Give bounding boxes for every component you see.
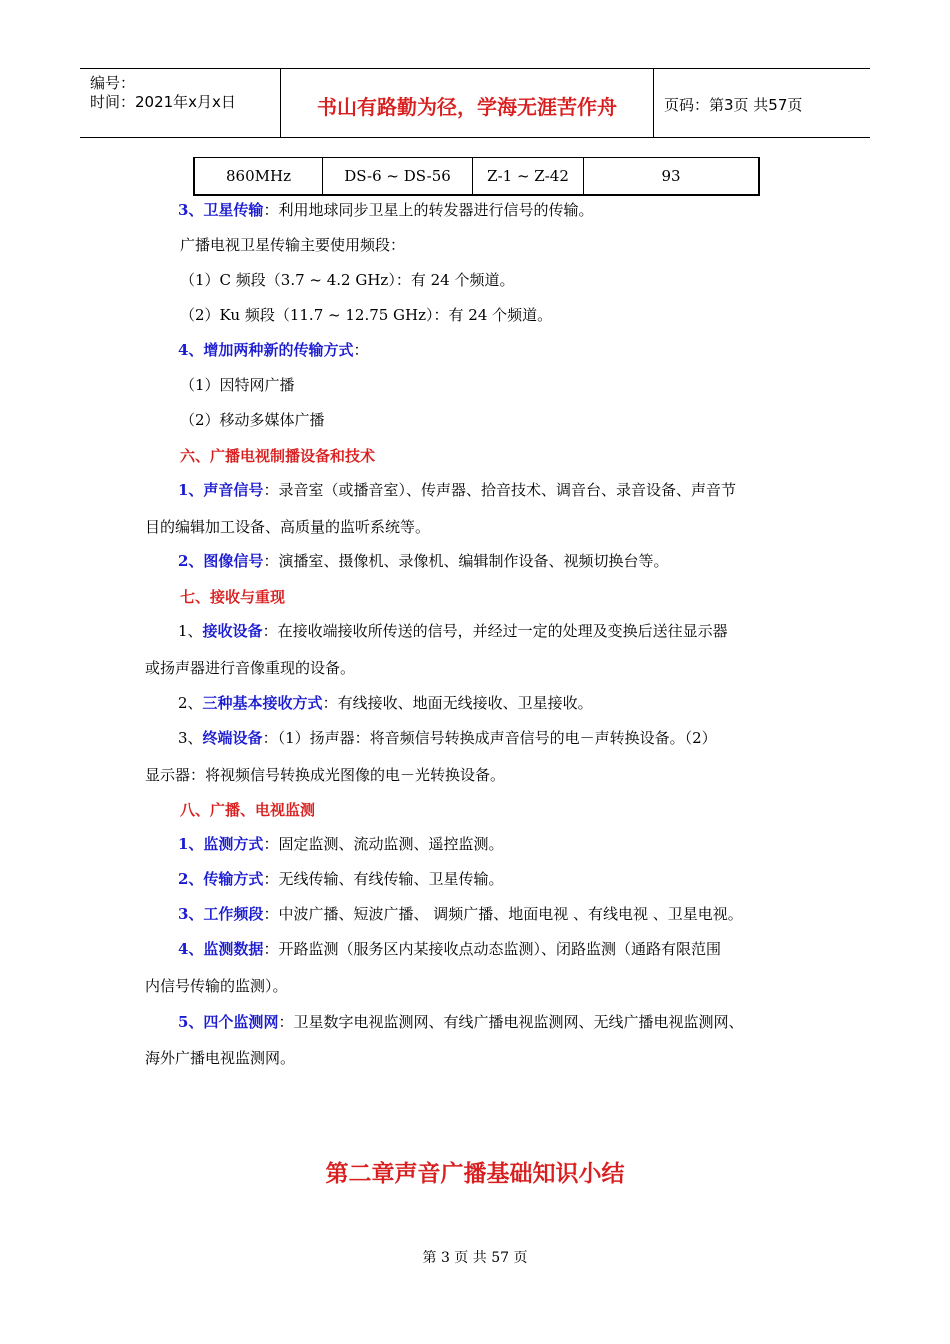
- item-number: 2、: [178, 694, 203, 712]
- paragraph: 海外广播电视监测网。: [145, 1049, 296, 1067]
- header-page-cell: [654, 69, 870, 137]
- item-text: ：中波广播、短波广播、 调频广播、地面电视 、有线电视 、卫星电视。: [263, 905, 743, 923]
- paragraph: （1）因特网广播: [180, 376, 295, 394]
- item-text: ：（1）扬声器：将音频信号转换成声音信号的电－声转换设备。（2）: [262, 729, 717, 747]
- section-heading: 4、增加两种新的传输方式: [178, 341, 354, 359]
- item-working-band: [178, 904, 743, 924]
- item-text: ：无线传输、有线传输、卫星传输。: [263, 870, 504, 888]
- item-monitoring-data: [178, 939, 721, 959]
- section-text: ：利用地球同步卫星上的转发器进行信号的传输。: [263, 201, 594, 219]
- item-heading: 1、监测方式: [178, 835, 264, 853]
- item-heading: 4、监测数据: [178, 940, 264, 958]
- doc-time: 时间：2021年x月x日: [90, 93, 236, 111]
- frequency-table: [193, 157, 760, 196]
- item-heading: 3、工作频段: [178, 905, 264, 923]
- table-cell: Z-1 ~ Z-42: [473, 158, 584, 196]
- item-text: ：卫星数字电视监测网、有线广播电视监测网、无线广播电视监测网、: [278, 1013, 744, 1031]
- header-page-number: 页码：第3页 共57页: [664, 96, 803, 114]
- section-new-transmission: [178, 340, 368, 360]
- item-number: 3、: [178, 729, 203, 747]
- item-text: ：有线接收、地面无线接收、卫星接收。: [322, 694, 593, 712]
- item-receiving-device: [178, 621, 728, 641]
- item-heading: 2、传输方式: [178, 870, 264, 888]
- table-cell: DS-6 ~ DS-56: [323, 158, 473, 196]
- paragraph: （1）C 频段（3.7 ~ 4.2 GHz）：有 24 个频道。: [180, 271, 515, 289]
- item-text: ：在接收端接收所传送的信号，并经过一定的处理及变换后送往显示器: [262, 622, 728, 640]
- heading-eight: 八、广播、电视监测: [180, 801, 316, 819]
- item-text: ：开路监测（服务区内某接收点动态监测）、闭路监测（通路有限范围: [263, 940, 721, 958]
- item-image-signal: [178, 551, 668, 571]
- doc-number: 编号：: [90, 74, 136, 92]
- paragraph: 或扬声器进行音像重现的设备。: [145, 659, 356, 677]
- item-heading: 1、声音信号: [178, 481, 264, 499]
- paragraph: 广播电视卫星传输主要使用频段：: [180, 236, 406, 254]
- item-text: ：固定监测、流动监测、遥控监测。: [263, 835, 504, 853]
- item-heading: 5、四个监测网: [178, 1013, 279, 1031]
- page-header: [80, 68, 870, 138]
- item-terminal-device: [178, 728, 717, 748]
- section-satellite: [178, 200, 593, 220]
- chapter-title: 第二章声音广播基础知识小结: [325, 1161, 625, 1187]
- item-heading: 三种基本接收方式: [202, 694, 323, 712]
- paragraph: （2）移动多媒体广播: [180, 411, 325, 429]
- item-monitoring-method: [178, 834, 503, 854]
- item-transmission-method: [178, 869, 503, 889]
- page-footer: 第 3 页 共 57 页: [422, 1250, 528, 1266]
- header-motto-cell: [281, 69, 654, 137]
- paragraph: 目的编辑加工设备、高质量的监听系统等。: [145, 518, 431, 536]
- section-text: ：: [353, 341, 369, 359]
- table-cell: 93: [584, 158, 760, 196]
- header-meta-cell: [80, 69, 281, 137]
- item-number: 1、: [178, 622, 203, 640]
- item-text: ：录音室（或播音室）、传声器、拾音技术、调音台、录音设备、声音节: [263, 481, 736, 499]
- item-monitoring-networks: [178, 1012, 743, 1032]
- paragraph: （2）Ku 频段（11.7 ~ 12.75 GHz）：有 24 个频道。: [180, 306, 553, 324]
- item-heading: 终端设备: [202, 729, 263, 747]
- paragraph: 内信号传输的监测）。: [145, 977, 288, 995]
- section-heading: 3、卫星传输: [178, 201, 264, 219]
- item-text: ：演播室、摄像机、录像机、编辑制作设备、视频切换台等。: [263, 552, 669, 570]
- item-sound-signal: [178, 480, 736, 500]
- heading-six: 六、广播电视制播设备和技术: [180, 447, 376, 465]
- item-heading: 2、图像信号: [178, 552, 264, 570]
- item-receiving-modes: [178, 693, 593, 713]
- paragraph: 显示器：将视频信号转换成光图像的电－光转换设备。: [145, 766, 506, 784]
- heading-seven: 七、接收与重现: [180, 588, 286, 606]
- header-motto: 书山有路勤为径，学海无涯苦作舟: [317, 95, 617, 119]
- item-heading: 接收设备: [202, 622, 263, 640]
- table-row: [194, 158, 759, 196]
- table-cell: 860MHz: [194, 158, 323, 196]
